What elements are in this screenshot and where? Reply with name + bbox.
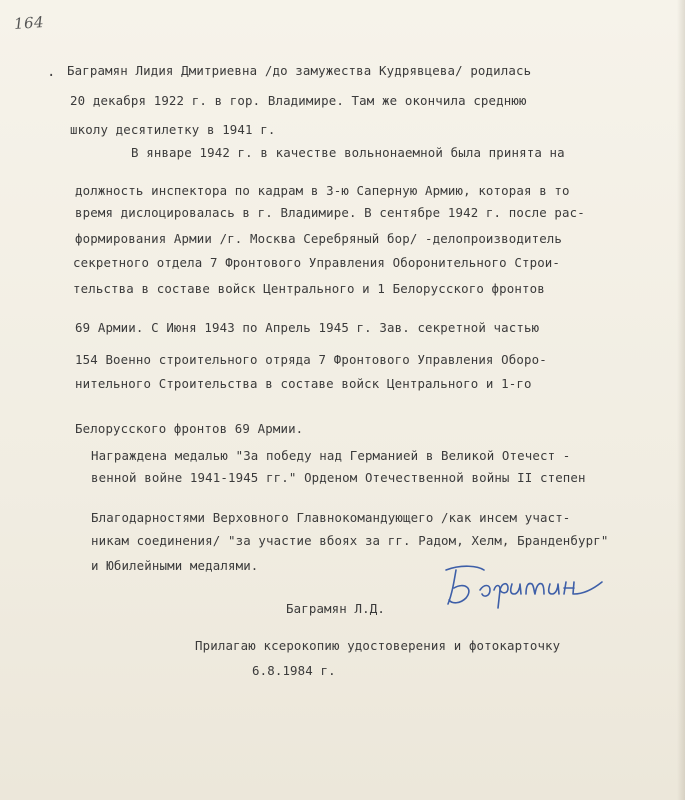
text-line: время дислоцировалась в г. Владимире. В сентябре 1942 г. после рас- (75, 205, 585, 220)
document-date: 6.8.1984 г. (252, 663, 336, 678)
text-line: 154 Военно строительного отряда 7 Фронтового Управления Оборо- (75, 352, 547, 367)
text-line: Награждена медалью "За победу над Германией в Великой Отечест - (91, 448, 571, 463)
text-line: формирования Армии /г. Москва Серебряный бор/ -делопроизводитель (75, 231, 563, 246)
text-line: никам соединения/ "за участие вбоях за гг. Радом, Хелм, Бранденбург" (91, 533, 609, 548)
text-line: нительного Строительства в составе войск Центрального и 1-го (75, 376, 532, 391)
margin-mark: . (47, 64, 56, 80)
attachment-note: Прилагаю ксерокопию удостоверения и фотокарточку (195, 638, 561, 653)
text-line: школу десятилетку в 1941 г. (70, 122, 276, 137)
text-line: венной войне 1941-1945 гг." Орденом Отечественной войны II степен (91, 470, 586, 485)
archive-page-number: 164 (13, 12, 45, 34)
text-line: Благодарностями Верховного Главнокомандующего /как инсем участ- (91, 510, 571, 525)
text-line: и Юбилейными медалями. (91, 558, 259, 573)
text-line: В январе 1942 г. в качестве вольнонаемной была принята на (131, 145, 565, 160)
signature-text: Баграмян (440, 560, 445, 561)
text-line: должность инспектора по кадрам в 3-ю Саперную Армию, которая в то (75, 183, 570, 198)
text-line: секретного отдела 7 Фронтового Управления Оборонительного Строи- (73, 255, 561, 270)
page-edge-shadow (677, 0, 685, 800)
text-line: 20 декабря 1922 г. в гор. Владимире. Там же окончила среднюю (70, 93, 527, 108)
text-line: Баграмян Лидия Дмитриевна /до замужества Кудрявцева/ родилась (67, 63, 532, 78)
text-line: тельства в составе войск Центрального и 1 Белорусского фронтов (73, 281, 545, 296)
handwritten-signature (440, 560, 610, 610)
text-line: 69 Армии. С Июня 1943 по Апрель 1945 г. Зав. секретной частью (75, 320, 540, 335)
signer-name: Баграмян Л.Д. (286, 601, 385, 616)
text-line: Белорусского фронтов 69 Армии. (75, 421, 304, 436)
